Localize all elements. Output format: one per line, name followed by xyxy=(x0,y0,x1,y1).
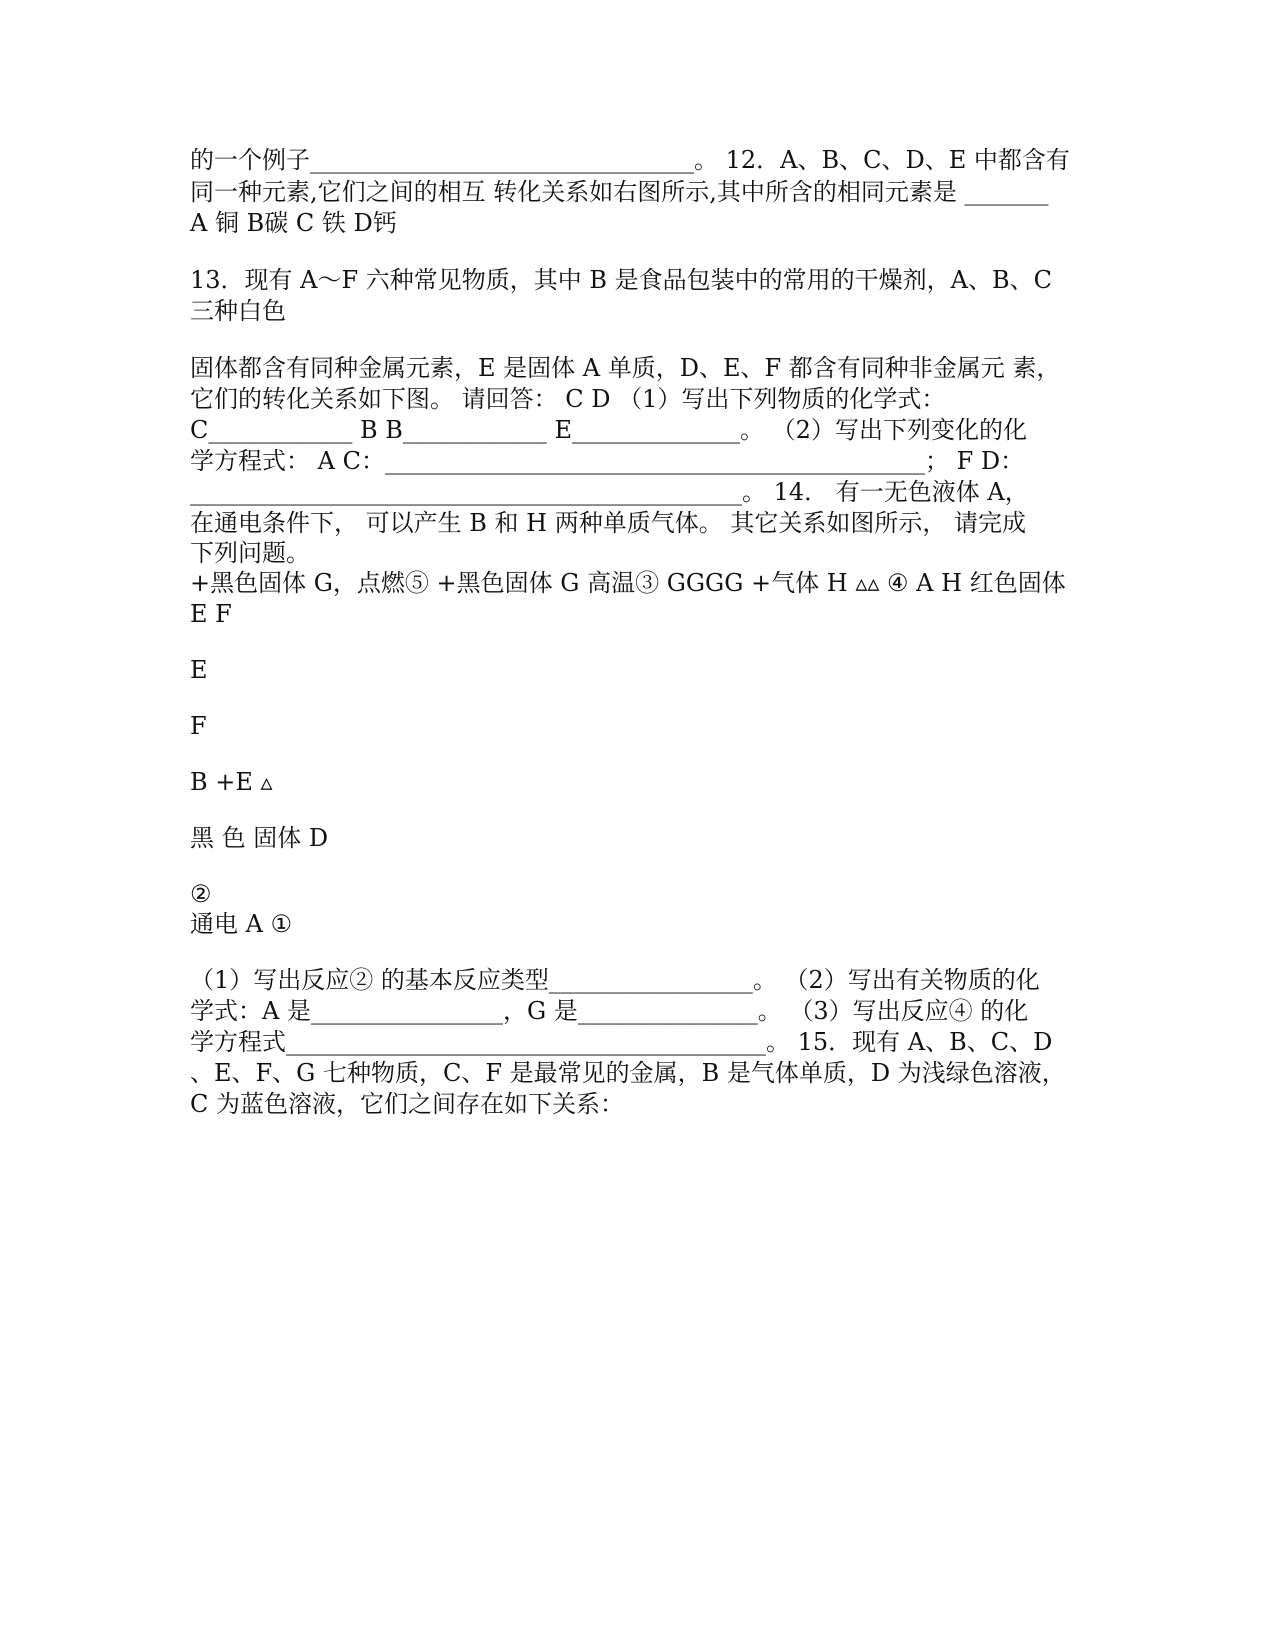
text-line: 三种白色 xyxy=(190,297,286,325)
text-line: 的一个例子________________________________。 12．A、B、C、D、E 中都含有 xyxy=(190,146,1070,174)
text-line: 13．现有 A～F 六种常见物质，其中 B 是食品包装中的常用的干燥剂，A、B、C xyxy=(190,266,1053,294)
text-line: 、E、F、G 七种物质，C、F 是最常见的金属，B 是气体单质，D 为浅绿色溶液， xyxy=(190,1059,1066,1087)
text-line: 通电 A ① xyxy=(190,910,293,938)
text-line: 在通电条件下， 可以产生 B 和 H 两种单质气体。 其它关系如图所示， 请完成 xyxy=(190,509,1026,537)
text-line: 黑 色 固体 D xyxy=(190,824,329,852)
text-line: ② xyxy=(190,880,212,908)
text-line: +黑色固体 G，点燃⑤ +黑色固体 G 高温③ GGGG +气体 H ▵▵ ④ A H 红色固体 xyxy=(190,569,1066,597)
text-line: C____________ B B____________ E______________。 （2）写出下列变化的化 xyxy=(190,416,1027,444)
text-line: B +E ▵ xyxy=(190,768,273,796)
text-line: E xyxy=(190,656,208,684)
text-line: E F xyxy=(190,600,232,628)
text-line: 同一种元素,它们之间的相互 转化关系如右图所示,其中所含的相同元素是 _______ xyxy=(190,178,1049,206)
text-line: 学式：A 是________________，G 是_______________。 （3）写出反应④ 的化 xyxy=(190,997,1029,1025)
text-line: F xyxy=(190,712,207,740)
text-line: （1）写出反应② 的基本反应类型_________________。 （2）写出有关物质的化 xyxy=(190,966,1040,994)
text-line: 它们的转化关系如下图。 请回答： C D （1）写出下列物质的化学式： xyxy=(190,385,946,413)
text-line: 学方程式： A C：_____________________________________________； F D： xyxy=(190,447,1025,475)
text-line: 固体都含有同种金属元素，E 是固体 A 单质，D、E、F 都含有同种非金属元 素， xyxy=(190,354,1061,382)
text-line: ______________________________________________。 14． 有一无色液体 A， xyxy=(190,478,1029,506)
text-line: A 铜 B碳 C 铁 D钙 xyxy=(190,209,397,237)
text-line: 学方程式________________________________________。 15．现有 A、B、C、D xyxy=(190,1028,1053,1056)
text-line: C 为蓝色溶液，它们之间存在如下关系： xyxy=(190,1090,624,1118)
text-line: 下列问题。 xyxy=(190,539,310,567)
